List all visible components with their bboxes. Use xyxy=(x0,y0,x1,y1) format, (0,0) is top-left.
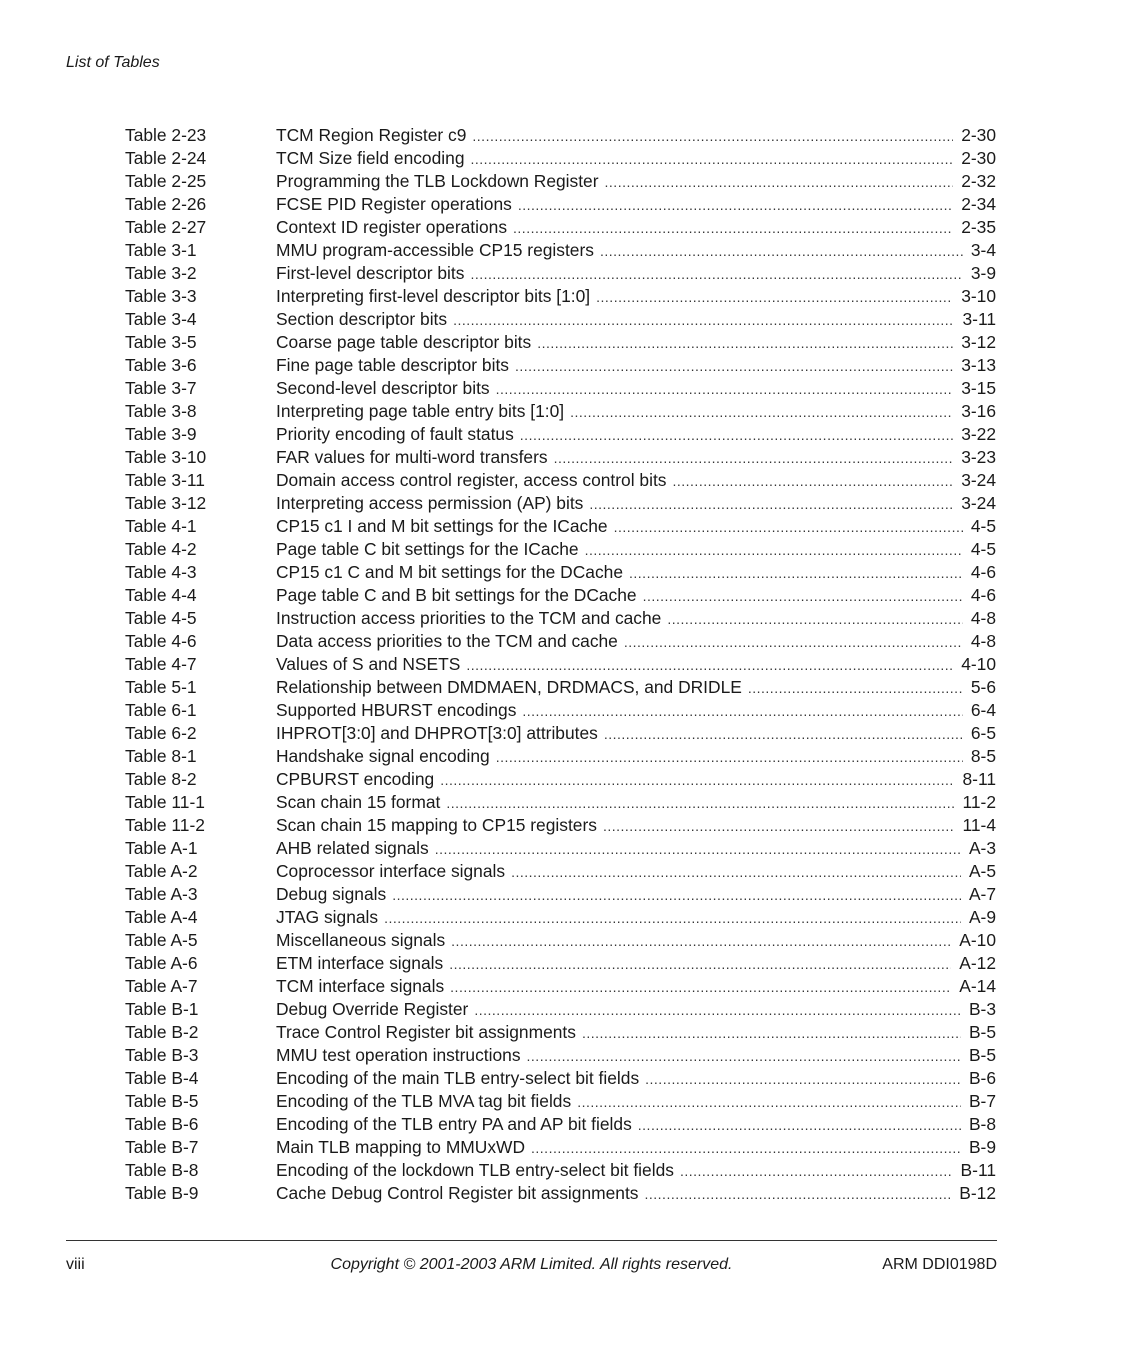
toc-entry-page[interactable]: B-5 xyxy=(968,1045,996,1065)
toc-dot-leader xyxy=(466,654,953,677)
toc-entry-number: Table 3-10 xyxy=(125,447,207,467)
toc-entry-page[interactable]: B-6 xyxy=(968,1068,996,1088)
toc-entry-number: Table 6-2 xyxy=(125,723,197,743)
toc-entry-page[interactable]: 3-9 xyxy=(970,263,996,283)
toc-entry[interactable] xyxy=(125,561,996,584)
toc-entry-number: Table 3-2 xyxy=(125,263,197,283)
toc-dot-leader xyxy=(629,562,963,585)
toc-entry-page[interactable]: A-14 xyxy=(959,976,996,996)
toc-entry-number: Table B-8 xyxy=(125,1160,199,1180)
toc-entry-number: Table 2-24 xyxy=(125,148,207,168)
toc-entry[interactable] xyxy=(125,837,996,860)
toc-entry-page[interactable]: 4-8 xyxy=(970,631,996,651)
toc-entry[interactable] xyxy=(125,538,996,561)
toc-entry[interactable] xyxy=(125,584,996,607)
toc-entry-page[interactable]: 5-6 xyxy=(970,677,996,697)
toc-entry-number: Table A-2 xyxy=(125,861,198,881)
toc-entry-number: Table 4-1 xyxy=(125,516,197,536)
toc-entry-page[interactable]: B-7 xyxy=(968,1091,996,1111)
toc-entry-title[interactable]: Fine page table descriptor bits xyxy=(276,355,509,375)
toc-entry-page[interactable]: 8-11 xyxy=(962,769,996,789)
toc-entry-title[interactable]: Interpreting page table entry bits [1:0] xyxy=(276,401,565,421)
toc-entry-number: Table 3-4 xyxy=(125,309,197,329)
toc-dot-leader xyxy=(449,953,951,976)
toc-entry-title[interactable]: Handshake signal encoding xyxy=(276,746,490,766)
toc-dot-leader xyxy=(496,746,963,769)
toc-entry-number: Table A-6 xyxy=(125,953,198,973)
toc-entry-title[interactable]: Encoding of the main TLB entry-select bit fields xyxy=(276,1068,640,1088)
toc-entry-title[interactable]: First-level descriptor bits xyxy=(276,263,465,283)
toc-dot-leader xyxy=(470,263,962,286)
toc-entry[interactable] xyxy=(125,492,996,515)
toc-entry[interactable] xyxy=(125,607,996,630)
toc-entry-number: Table A-4 xyxy=(125,907,198,927)
toc-entry-page[interactable]: B-5 xyxy=(968,1022,996,1042)
toc-entry[interactable] xyxy=(125,262,996,285)
toc-entry-title[interactable]: Encoding of the TLB MVA tag bit fields xyxy=(276,1091,572,1111)
toc-entry[interactable] xyxy=(125,216,996,239)
toc-entry-page[interactable]: A-12 xyxy=(959,953,996,973)
toc-dot-leader xyxy=(472,125,953,148)
toc-entry-title[interactable]: CP15 c1 C and M bit settings for the DCache xyxy=(276,562,624,582)
toc-dot-leader xyxy=(453,309,954,332)
toc-entry[interactable] xyxy=(125,170,996,193)
toc-entry-number: Table 3-9 xyxy=(125,424,197,444)
toc-entry-page[interactable]: A-5 xyxy=(968,861,996,881)
toc-entry-page[interactable]: 2-32 xyxy=(961,171,996,191)
toc-dot-leader xyxy=(585,539,963,562)
toc-dot-leader xyxy=(614,516,963,539)
toc-dot-leader xyxy=(577,1091,961,1114)
toc-entry-page[interactable]: 4-5 xyxy=(970,516,996,536)
toc-entry-number: Table 4-7 xyxy=(125,654,197,674)
toc-entry-page[interactable]: B-8 xyxy=(968,1114,996,1134)
toc-entry[interactable] xyxy=(125,791,996,814)
toc-entry-number: Table B-5 xyxy=(125,1091,199,1111)
toc-dot-leader xyxy=(451,930,951,953)
toc-entry-page[interactable]: 3-23 xyxy=(961,447,996,467)
footer-copyright: Copyright © 2001-2003 ARM Limited. All rights reserved. xyxy=(330,1256,733,1273)
toc-dot-leader xyxy=(605,171,954,194)
toc-entry[interactable] xyxy=(125,860,996,883)
toc-entry[interactable] xyxy=(125,929,996,952)
toc-dot-leader xyxy=(624,631,963,654)
toc-dot-leader xyxy=(450,976,951,999)
toc-entry-page[interactable]: 3-22 xyxy=(961,424,996,444)
toc-entry[interactable] xyxy=(125,952,996,975)
toc-entry-title[interactable]: ETM interface signals xyxy=(276,953,444,973)
toc-entry-number: Table 3-6 xyxy=(125,355,197,375)
toc-entry-number: Table 3-1 xyxy=(125,240,197,260)
toc-dot-leader xyxy=(645,1183,952,1206)
toc-dot-leader xyxy=(600,240,963,263)
toc-entry-title[interactable]: TCM Size field encoding xyxy=(276,148,465,168)
toc-entry-page[interactable]: B-9 xyxy=(968,1137,996,1157)
toc-entry-title[interactable]: Coarse page table descriptor bits xyxy=(276,332,532,352)
toc-entry-page[interactable]: 11-4 xyxy=(962,815,996,835)
toc-entry-number: Table A-1 xyxy=(125,838,198,858)
toc-entry-page[interactable]: 3-15 xyxy=(961,378,996,398)
toc-dot-leader xyxy=(554,447,954,470)
toc-entry-title[interactable]: Context ID register operations xyxy=(276,217,508,237)
toc-dot-leader xyxy=(531,1137,961,1160)
toc-entry-page[interactable]: 2-30 xyxy=(961,148,996,168)
toc-entry[interactable] xyxy=(125,354,996,377)
toc-dot-leader xyxy=(513,217,953,240)
toc-entry[interactable] xyxy=(125,423,996,446)
toc-entry-number: Table 11-2 xyxy=(125,815,205,835)
toc-entry-number: Table B-7 xyxy=(125,1137,199,1157)
toc-entry-title[interactable]: Data access priorities to the TCM and cache xyxy=(276,631,618,651)
toc-entry-page[interactable]: 6-5 xyxy=(970,723,996,743)
toc-entry-title[interactable]: Section descriptor bits xyxy=(276,309,448,329)
toc-entry-title[interactable]: IHPROT[3:0] and DHPROT[3:0] attributes xyxy=(276,723,598,743)
toc-entry-page[interactable]: 4-6 xyxy=(970,585,996,605)
toc-dot-leader xyxy=(570,401,953,424)
toc-entry-title[interactable]: AHB related signals xyxy=(276,838,429,858)
toc-entry-page[interactable]: B-3 xyxy=(968,999,996,1019)
toc-entry[interactable] xyxy=(125,768,996,791)
toc-entry[interactable] xyxy=(125,906,996,929)
toc-entry-page[interactable]: 11-2 xyxy=(962,792,996,812)
toc-entry-number: Table 4-5 xyxy=(125,608,197,628)
toc-entry-number: Table 8-1 xyxy=(125,746,197,766)
toc-dot-leader xyxy=(474,999,961,1022)
toc-dot-leader xyxy=(582,1022,961,1045)
toc-entry-number: Table 3-5 xyxy=(125,332,197,352)
toc-dot-leader xyxy=(440,769,954,792)
toc-entry-page[interactable]: 4-5 xyxy=(970,539,996,559)
toc-entry[interactable] xyxy=(125,998,996,1021)
toc-entry[interactable] xyxy=(125,515,996,538)
toc-entry-title[interactable]: Interpreting first-level descriptor bits [1:0] xyxy=(276,286,591,306)
toc-entry-title[interactable]: Debug Override Register xyxy=(276,999,469,1019)
page-footer xyxy=(66,1256,997,1278)
list-of-tables xyxy=(125,124,996,1205)
toc-entry-page[interactable]: 3-24 xyxy=(961,493,996,513)
toc-entry[interactable] xyxy=(125,377,996,400)
toc-entry[interactable] xyxy=(125,193,996,216)
toc-entry[interactable] xyxy=(125,400,996,423)
toc-entry-page[interactable]: A-7 xyxy=(968,884,996,904)
toc-entry-number: Table 6-1 xyxy=(125,700,197,720)
toc-dot-leader xyxy=(511,861,961,884)
toc-dot-leader xyxy=(603,815,955,838)
toc-dot-leader xyxy=(471,148,954,171)
toc-entry-page[interactable]: 3-10 xyxy=(961,286,996,306)
toc-entry-title[interactable]: Priority encoding of fault status xyxy=(276,424,514,444)
toc-entry-number: Table 5-1 xyxy=(125,677,197,697)
toc-entry-number: Table 8-2 xyxy=(125,769,197,789)
toc-entry[interactable] xyxy=(125,1182,996,1205)
toc-entry[interactable] xyxy=(125,331,996,354)
toc-entry-title[interactable]: TCM interface signals xyxy=(276,976,445,996)
toc-entry-title[interactable]: CP15 c1 I and M bit settings for the ICache xyxy=(276,516,608,536)
toc-entry-number: Table 2-25 xyxy=(125,171,207,191)
toc-entry-title[interactable]: Values of S and NSETS xyxy=(276,654,461,674)
toc-entry-number: Table B-3 xyxy=(125,1045,199,1065)
toc-entry-page[interactable]: 3-16 xyxy=(961,401,996,421)
toc-entry-number: Table B-1 xyxy=(125,999,199,1019)
toc-entry-page[interactable]: A-3 xyxy=(968,838,996,858)
toc-entry-title[interactable]: Cache Debug Control Register bit assignments xyxy=(276,1183,639,1203)
toc-entry-page[interactable]: 3-4 xyxy=(970,240,996,260)
toc-entry-page[interactable]: B-12 xyxy=(959,1183,996,1203)
toc-dot-leader xyxy=(515,355,953,378)
toc-entry[interactable] xyxy=(125,124,996,147)
toc-entry-number: Table 3-12 xyxy=(125,493,207,513)
toc-entry-number: Table 11-1 xyxy=(125,792,205,812)
toc-entry-number: Table 2-26 xyxy=(125,194,207,214)
toc-entry-title[interactable]: Main TLB mapping to MMUxWD xyxy=(276,1137,526,1157)
footer-divider xyxy=(66,1240,997,1241)
toc-entry-number: Table 3-3 xyxy=(125,286,197,306)
toc-dot-leader xyxy=(680,1160,953,1183)
toc-entry-title[interactable]: FAR values for multi-word transfers xyxy=(276,447,548,467)
toc-entry-page[interactable]: 8-5 xyxy=(970,746,996,766)
toc-entry-title[interactable]: Scan chain 15 mapping to CP15 registers xyxy=(276,815,597,835)
toc-dot-leader xyxy=(596,286,953,309)
toc-entry-title[interactable]: MMU program-accessible CP15 registers xyxy=(276,240,594,260)
toc-entry[interactable] xyxy=(125,745,996,768)
running-head-title: List of Tables xyxy=(66,54,160,71)
toc-dot-leader xyxy=(384,907,961,930)
toc-entry-title[interactable]: Encoding of the lockdown TLB entry-select bit fields xyxy=(276,1160,674,1180)
toc-dot-leader xyxy=(496,378,954,401)
toc-entry-number: Table 3-7 xyxy=(125,378,197,398)
toc-entry-title[interactable]: TCM Region Register c9 xyxy=(276,125,467,145)
toc-entry-title[interactable]: Debug signals xyxy=(276,884,387,904)
toc-entry-title[interactable]: Encoding of the TLB entry PA and AP bit fields xyxy=(276,1114,632,1134)
toc-entry[interactable] xyxy=(125,147,996,170)
toc-entry[interactable] xyxy=(125,1159,996,1182)
toc-entry[interactable] xyxy=(125,722,996,745)
toc-entry-page[interactable]: 2-34 xyxy=(961,194,996,214)
toc-entry[interactable] xyxy=(125,469,996,492)
toc-entry-page[interactable]: 3-12 xyxy=(961,332,996,352)
toc-entry-number: Table A-3 xyxy=(125,884,198,904)
toc-entry-title[interactable]: Supported HBURST encodings xyxy=(276,700,517,720)
toc-entry-title[interactable]: Interpreting access permission (AP) bits xyxy=(276,493,584,513)
toc-entry-title[interactable]: JTAG signals xyxy=(276,907,379,927)
toc-entry-page[interactable]: 2-30 xyxy=(961,125,996,145)
toc-entry-number: Table 4-4 xyxy=(125,585,197,605)
toc-entry-page[interactable]: A-10 xyxy=(959,930,996,950)
footer-page-number: viii xyxy=(66,1256,85,1273)
toc-entry-number: Table B-9 xyxy=(125,1183,199,1203)
toc-dot-leader xyxy=(527,1045,961,1068)
toc-entry-number: Table B-2 xyxy=(125,1022,199,1042)
toc-entry-number: Table 3-11 xyxy=(125,470,205,490)
toc-entry[interactable] xyxy=(125,630,996,653)
toc-entry-page[interactable]: 3-13 xyxy=(961,355,996,375)
toc-entry-number: Table 2-23 xyxy=(125,125,207,145)
toc-dot-leader xyxy=(446,792,954,815)
toc-entry[interactable] xyxy=(125,676,996,699)
toc-dot-leader xyxy=(748,677,963,700)
toc-entry-page[interactable]: 3-11 xyxy=(962,309,996,329)
toc-entry[interactable] xyxy=(125,699,996,722)
toc-dot-leader xyxy=(667,608,963,631)
toc-entry[interactable] xyxy=(125,1136,996,1159)
toc-dot-leader xyxy=(638,1114,961,1137)
toc-entry-page[interactable]: 6-4 xyxy=(970,700,996,720)
toc-entry-page[interactable]: 4-6 xyxy=(970,562,996,582)
toc-entry-title[interactable]: FCSE PID Register operations xyxy=(276,194,512,214)
toc-entry-page[interactable]: 4-10 xyxy=(961,654,996,674)
toc-entry-title[interactable]: CPBURST encoding xyxy=(276,769,435,789)
toc-entry[interactable] xyxy=(125,1044,996,1067)
footer-document-id: ARM DDI0198D xyxy=(882,1256,997,1273)
toc-entry-number: Table 4-6 xyxy=(125,631,197,651)
toc-entry[interactable] xyxy=(125,1113,996,1136)
toc-dot-leader xyxy=(522,700,962,723)
toc-entry[interactable] xyxy=(125,239,996,262)
toc-entry-title[interactable]: MMU test operation instructions xyxy=(276,1045,521,1065)
toc-dot-leader xyxy=(392,884,961,907)
toc-entry[interactable] xyxy=(125,814,996,837)
toc-entry-page[interactable]: B-11 xyxy=(960,1160,996,1180)
toc-entry[interactable] xyxy=(125,308,996,331)
toc-entry-title[interactable]: Second-level descriptor bits xyxy=(276,378,490,398)
toc-entry-title[interactable]: Instruction access priorities to the TCM and cache xyxy=(276,608,662,628)
toc-dot-leader xyxy=(672,470,953,493)
toc-entry-number: Table 4-2 xyxy=(125,539,197,559)
toc-entry-number: Table 4-3 xyxy=(125,562,197,582)
toc-entry-title[interactable]: Page table C bit settings for the ICache xyxy=(276,539,579,559)
toc-entry[interactable] xyxy=(125,653,996,676)
toc-entry-number: Table 3-8 xyxy=(125,401,197,421)
toc-entry-number: Table A-5 xyxy=(125,930,198,950)
toc-entry-title[interactable]: Coprocessor interface signals xyxy=(276,861,506,881)
toc-entry[interactable] xyxy=(125,975,996,998)
toc-entry[interactable] xyxy=(125,883,996,906)
toc-entry-page[interactable]: A-9 xyxy=(968,907,996,927)
toc-dot-leader xyxy=(435,838,961,861)
toc-entry-title[interactable]: Page table C and B bit settings for the DCache xyxy=(276,585,637,605)
toc-entry-page[interactable]: 3-24 xyxy=(961,470,996,490)
toc-entry[interactable] xyxy=(125,1090,996,1113)
toc-dot-leader xyxy=(518,194,953,217)
toc-dot-leader xyxy=(520,424,953,447)
toc-entry-title[interactable]: Domain access control register, access control bits xyxy=(276,470,667,490)
toc-entry-title[interactable]: Relationship between DMDMAEN, DRDMACS, and DRIDLE xyxy=(276,677,742,697)
toc-dot-leader xyxy=(589,493,953,516)
toc-entry[interactable] xyxy=(125,285,996,308)
toc-entry-number: Table B-4 xyxy=(125,1068,199,1088)
toc-entry-page[interactable]: 4-8 xyxy=(970,608,996,628)
toc-dot-leader xyxy=(537,332,953,355)
toc-entry[interactable] xyxy=(125,1067,996,1090)
toc-entry-title[interactable]: Programming the TLB Lockdown Register xyxy=(276,171,599,191)
toc-entry-number: Table 2-27 xyxy=(125,217,207,237)
toc-dot-leader xyxy=(604,723,963,746)
toc-entry-number: Table A-7 xyxy=(125,976,198,996)
toc-entry-title[interactable]: Trace Control Register bit assignments xyxy=(276,1022,576,1042)
toc-entry[interactable] xyxy=(125,1021,996,1044)
toc-entry-title[interactable]: Scan chain 15 format xyxy=(276,792,441,812)
toc-dot-leader xyxy=(643,585,963,608)
toc-dot-leader xyxy=(645,1068,961,1091)
toc-entry-title[interactable]: Miscellaneous signals xyxy=(276,930,446,950)
toc-entry[interactable] xyxy=(125,446,996,469)
toc-entry-page[interactable]: 2-35 xyxy=(961,217,996,237)
toc-entry-number: Table B-6 xyxy=(125,1114,199,1134)
